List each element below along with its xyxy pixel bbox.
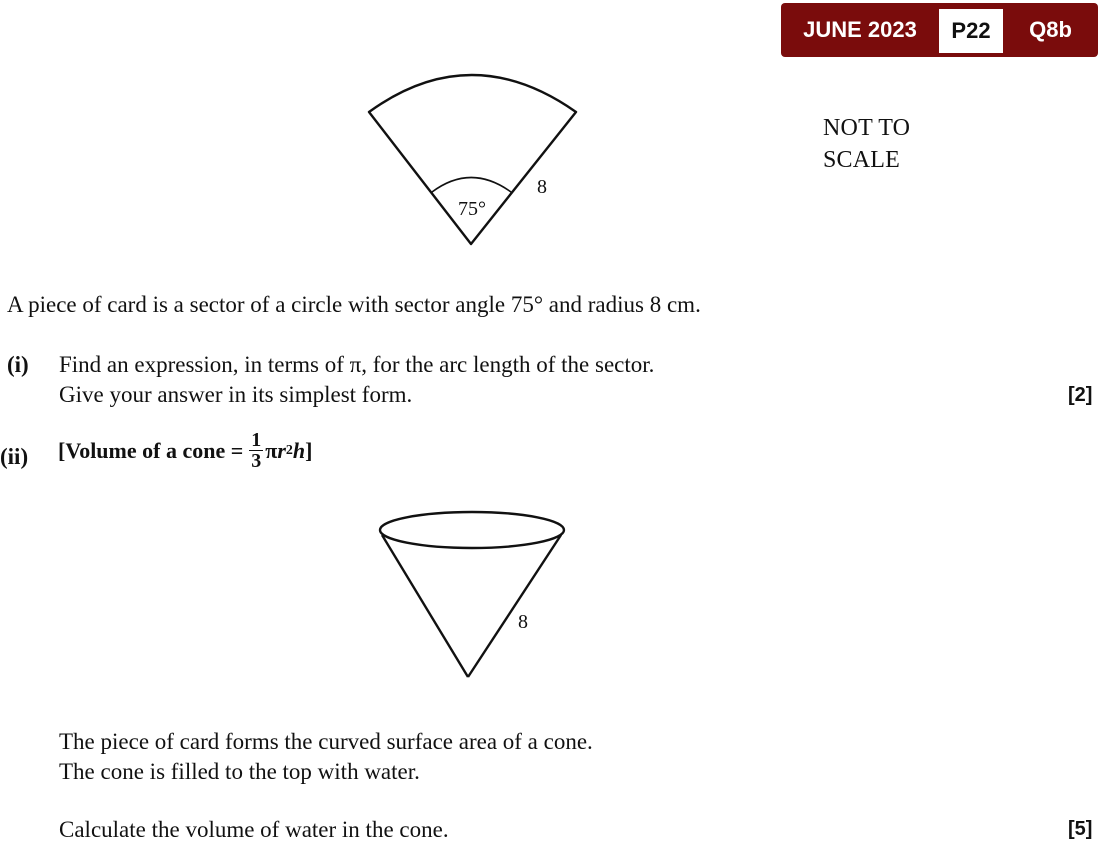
not-to-scale-line-2: SCALE (823, 147, 901, 173)
not-to-scale-note (823, 112, 910, 176)
part-i-marks: [2] (1068, 384, 1093, 406)
not-to-scale-line-1: NOT TO (823, 115, 911, 141)
question-number-label: Q8b (1029, 17, 1072, 42)
part-i-label: (i) (7, 352, 29, 377)
paper-number-label: P22 (939, 9, 1003, 53)
formula-open: [Volume of a cone = (58, 437, 244, 463)
part-i-line-2: Give your answer in its simplest form. (59, 382, 413, 407)
part-ii-line-3: Calculate the volume of water in the cone. (59, 817, 449, 842)
formula-h: h (292, 437, 306, 463)
cone-slant-label: 8 (518, 611, 528, 633)
sector-radius-label: 8 (537, 176, 547, 198)
formula-r: r (277, 437, 286, 463)
part-ii-line-2: The cone is filled to the top with water. (59, 759, 420, 784)
part-ii-marks: [5] (1068, 818, 1093, 840)
formula-numerator: 1 (251, 429, 262, 451)
exam-session-label: JUNE 2023 (803, 17, 917, 42)
sector-angle-arc (432, 178, 511, 193)
formula-pi: π (265, 437, 278, 463)
formula-close: ] (305, 437, 313, 463)
formula-denominator: 3 (251, 450, 262, 472)
question-intro: A piece of card is a sector of a circle with sector angle 75° and radius 8 cm. (7, 292, 701, 317)
cone-diagram (380, 512, 564, 677)
sector-angle-label: 75° (458, 198, 486, 220)
cone-volume-formula (58, 430, 312, 471)
formula-fraction (249, 430, 263, 471)
part-ii-label: (ii) (0, 444, 29, 469)
cone-left-edge (382, 535, 468, 677)
cone-right-edge (468, 535, 561, 677)
cone-rim (380, 512, 564, 548)
formula-exponent: 2 (285, 442, 293, 458)
part-i-line-1: Find an expression, in terms of π, for the arc length of the sector. (59, 352, 655, 377)
part-ii-line-1: The piece of card forms the curved surface area of a cone. (59, 729, 593, 754)
